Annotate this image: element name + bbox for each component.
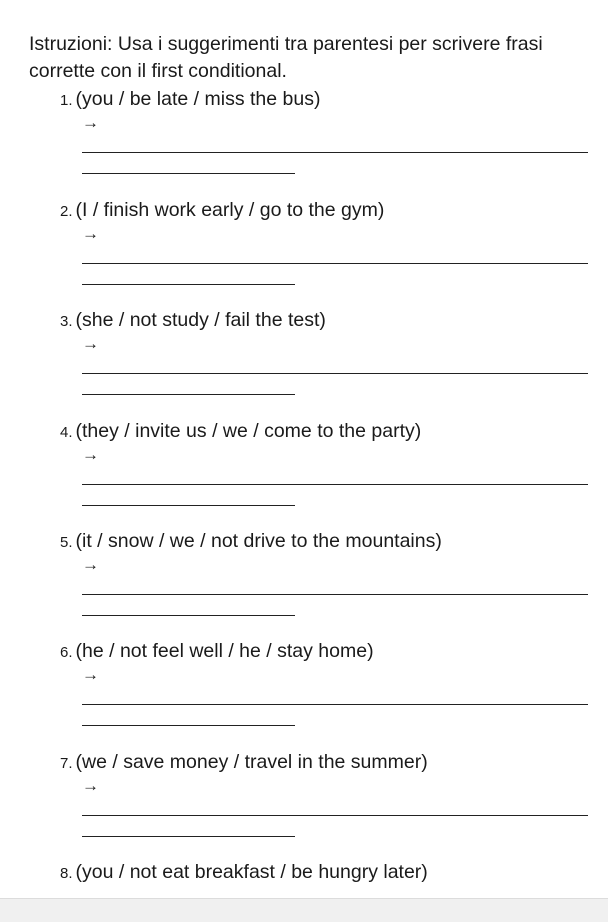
item-prompt: (he / not feel well / he / stay home) (75, 640, 374, 662)
item-heading (60, 638, 374, 666)
arrow-icon: → (82, 224, 99, 243)
answer-line[interactable] (82, 704, 588, 705)
arrow-icon: → (82, 776, 99, 795)
item-number: 7. (60, 755, 73, 772)
item-heading (60, 307, 326, 335)
arrow-icon: → (82, 665, 99, 684)
item-prompt: (it / snow / we / not drive to the mountains) (75, 530, 442, 552)
answer-line-continuation[interactable] (82, 725, 295, 726)
item-prompt: (we / save money / travel in the summer) (75, 751, 428, 773)
item-prompt: (I / finish work early / go to the gym) (75, 199, 385, 221)
item-heading (60, 197, 384, 225)
item-number: 5. (60, 534, 73, 551)
exercise-item-5 (60, 528, 600, 638)
answer-line[interactable] (82, 263, 588, 264)
item-number: 3. (60, 313, 73, 330)
item-prompt: (she / not study / fail the test) (75, 309, 326, 331)
item-number: 1. (60, 92, 73, 109)
exercise-item-6 (60, 638, 600, 748)
exercise-item-4 (60, 418, 600, 528)
exercise-item-1 (60, 86, 600, 196)
exercise-item-8 (60, 859, 600, 895)
arrow-icon: → (82, 555, 99, 574)
answer-line-continuation[interactable] (82, 173, 295, 174)
answer-line[interactable] (82, 152, 588, 153)
item-prompt: (you / not eat breakfast / be hungry later) (75, 861, 428, 883)
answer-line-continuation[interactable] (82, 836, 295, 837)
item-prompt: (they / invite us / we / come to the party) (75, 420, 422, 442)
exercise-item-3 (60, 307, 600, 417)
item-number: 2. (60, 203, 73, 220)
arrow-icon: → (82, 113, 99, 132)
item-heading (60, 418, 421, 446)
answer-line[interactable] (82, 594, 588, 595)
item-number: 8. (60, 865, 73, 882)
arrow-icon: → (82, 334, 99, 353)
arrow-icon: → (82, 445, 99, 464)
instructions-text: Istruzioni: Usa i suggerimenti tra parentesi per scrivere frasi corrette con il first conditional. (29, 33, 543, 82)
exercise-item-7 (60, 749, 600, 859)
answer-line[interactable] (82, 373, 588, 374)
exercise-item-2 (60, 197, 600, 307)
item-heading (60, 528, 442, 556)
answer-line[interactable] (82, 815, 588, 816)
answer-line[interactable] (82, 484, 588, 485)
item-heading (60, 859, 428, 887)
bottom-toolbar (0, 898, 608, 922)
answer-line-continuation[interactable] (82, 394, 295, 395)
item-number: 4. (60, 424, 73, 441)
item-number: 6. (60, 644, 73, 661)
item-heading (60, 86, 320, 114)
item-prompt: (you / be late / miss the bus) (75, 88, 321, 110)
answer-line-continuation[interactable] (82, 615, 295, 616)
answer-line-continuation[interactable] (82, 505, 295, 506)
item-heading (60, 749, 428, 777)
answer-line-continuation[interactable] (82, 284, 295, 285)
